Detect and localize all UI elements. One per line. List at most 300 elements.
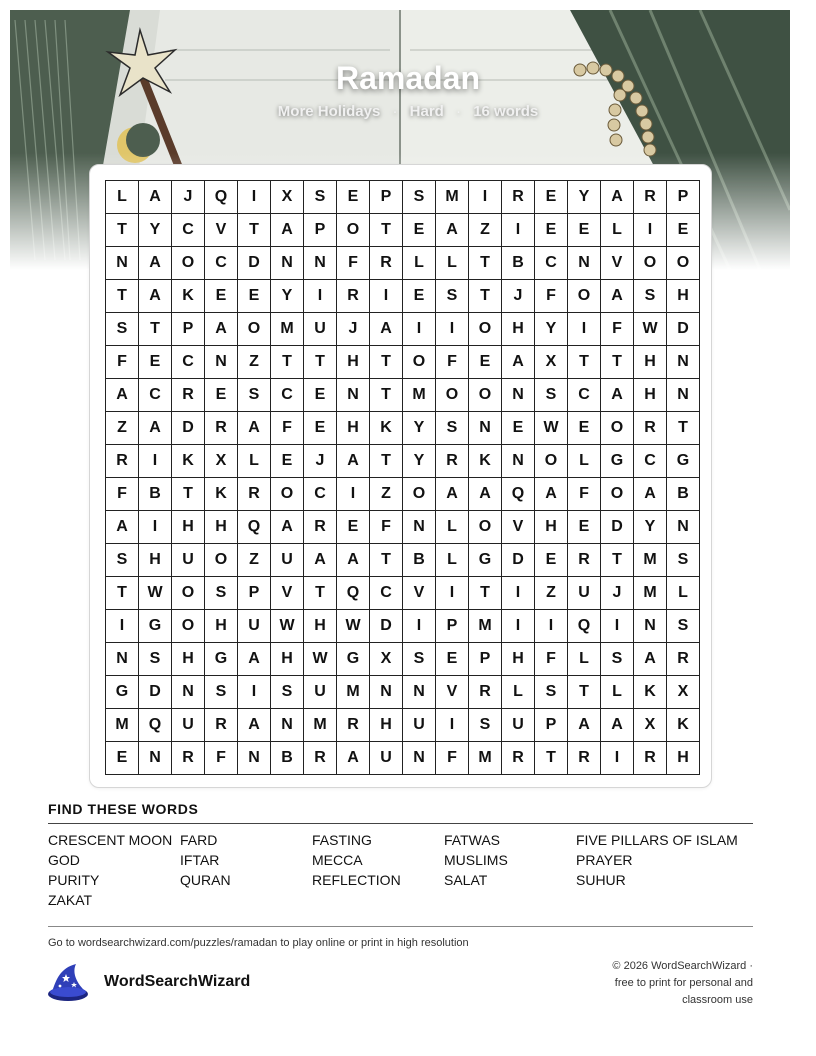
grid-cell: Q (205, 181, 238, 214)
grid-cell: F (106, 346, 139, 379)
grid-cell: H (172, 511, 205, 544)
word-list-item: PURITY (48, 872, 100, 888)
grid-cell: U (238, 610, 271, 643)
grid-cell: I (568, 313, 601, 346)
grid-cell: M (436, 181, 469, 214)
grid-cell: S (205, 676, 238, 709)
grid-cell: I (139, 511, 172, 544)
grid-cell: P (238, 577, 271, 610)
grid-cell: Z (469, 214, 502, 247)
grid-cell: S (238, 379, 271, 412)
grid-cell: N (139, 742, 172, 775)
grid-cell: H (535, 511, 568, 544)
difficulty-label: Hard (409, 103, 444, 120)
grid-cell: N (469, 412, 502, 445)
grid-cell: T (469, 577, 502, 610)
word-count-label: 16 words (473, 103, 539, 120)
grid-cell: N (271, 247, 304, 280)
grid-cell: K (205, 478, 238, 511)
grid-cell: A (337, 544, 370, 577)
grid-cell: M (634, 577, 667, 610)
grid-cell: U (304, 676, 337, 709)
grid-cell: P (304, 214, 337, 247)
grid-cell: A (238, 412, 271, 445)
grid-cell: R (172, 379, 205, 412)
grid-cell: P (172, 313, 205, 346)
grid-cell: R (634, 742, 667, 775)
grid-cell: Z (238, 544, 271, 577)
grid-cell: M (337, 676, 370, 709)
grid-cell: Y (535, 313, 568, 346)
grid-cell: T (601, 346, 634, 379)
grid-cell: A (502, 346, 535, 379)
grid-cell: T (370, 445, 403, 478)
grid-cell: T (106, 214, 139, 247)
grid-cell: H (337, 412, 370, 445)
grid-cell: A (601, 181, 634, 214)
grid-cell: O (172, 577, 205, 610)
grid-cell: X (667, 676, 700, 709)
word-list-item: CRESCENT MOON (48, 832, 173, 848)
grid-cell: M (403, 379, 436, 412)
grid-cell: R (568, 742, 601, 775)
grid-cell: H (667, 742, 700, 775)
grid-cell: P (370, 181, 403, 214)
grid-cell: E (238, 280, 271, 313)
grid-cell: U (304, 313, 337, 346)
grid-cell: S (634, 280, 667, 313)
grid-cell: A (535, 478, 568, 511)
grid-cell: N (172, 676, 205, 709)
grid-cell: M (106, 709, 139, 742)
grid-cell: R (106, 445, 139, 478)
grid-cell: S (139, 643, 172, 676)
grid-cell: R (304, 511, 337, 544)
grid-cell: S (403, 181, 436, 214)
grid-cell: I (139, 445, 172, 478)
grid-cell: T (304, 577, 337, 610)
grid-cell: C (634, 445, 667, 478)
grid-cell: A (436, 214, 469, 247)
grid-cell: U (172, 709, 205, 742)
grid-cell: N (370, 676, 403, 709)
grid-cell: O (403, 478, 436, 511)
grid-cell: I (634, 214, 667, 247)
grid-cell: J (601, 577, 634, 610)
grid-cell: Q (238, 511, 271, 544)
grid-cell: C (139, 379, 172, 412)
grid-cell: H (502, 643, 535, 676)
grid-cell: O (436, 379, 469, 412)
grid-cell: N (568, 247, 601, 280)
grid-cell: L (568, 445, 601, 478)
grid-cell: J (337, 313, 370, 346)
grid-cell: H (205, 610, 238, 643)
grid-cell: O (205, 544, 238, 577)
grid-cell: M (469, 742, 502, 775)
grid-cell: O (172, 247, 205, 280)
grid-cell: J (502, 280, 535, 313)
grid-cell: A (106, 379, 139, 412)
grid-cell: I (238, 676, 271, 709)
grid-cell: D (667, 313, 700, 346)
word-list-item: GOD (48, 852, 80, 868)
grid-cell: A (337, 742, 370, 775)
grid-cell: I (601, 610, 634, 643)
grid-cell: F (205, 742, 238, 775)
grid-cell: Y (568, 181, 601, 214)
grid-cell: B (271, 742, 304, 775)
grid-cell: G (205, 643, 238, 676)
grid-cell: L (403, 247, 436, 280)
grid-cell: E (139, 346, 172, 379)
grid-cell: V (601, 247, 634, 280)
grid-cell: R (238, 478, 271, 511)
grid-cell: S (106, 313, 139, 346)
online-play-link[interactable]: Go to wordsearchwizard.com/puzzles/ramadan to play online or print in high resolution (48, 937, 469, 949)
grid-cell: N (403, 742, 436, 775)
wizard-hat-icon (46, 962, 92, 1002)
grid-cell: T (568, 676, 601, 709)
grid-cell: N (403, 511, 436, 544)
word-list-item: FASTING (312, 832, 372, 848)
grid-cell: E (535, 544, 568, 577)
grid-cell: L (502, 676, 535, 709)
grid-cell: Q (568, 610, 601, 643)
puzzle-title: Ramadan (335, 60, 481, 96)
grid-cell: G (601, 445, 634, 478)
word-list-item: MUSLIMS (444, 852, 508, 868)
grid-cell: O (469, 379, 502, 412)
grid-cell: R (436, 445, 469, 478)
grid-cell: A (139, 412, 172, 445)
grid-cell: P (535, 709, 568, 742)
grid-cell: U (403, 709, 436, 742)
grid-cell: I (535, 610, 568, 643)
grid-cell: F (370, 511, 403, 544)
grid-cell: W (634, 313, 667, 346)
grid-cell: I (238, 181, 271, 214)
grid-cell: A (601, 379, 634, 412)
grid-cell: N (502, 445, 535, 478)
grid-cell: C (535, 247, 568, 280)
grid-cell: N (106, 643, 139, 676)
grid-cell: A (304, 544, 337, 577)
grid-cell: A (271, 214, 304, 247)
grid-cell: O (634, 247, 667, 280)
meta-separator: · (392, 103, 398, 120)
grid-cell: X (370, 643, 403, 676)
grid-cell: N (667, 346, 700, 379)
grid-cell: R (337, 280, 370, 313)
grid-cell: T (271, 346, 304, 379)
grid-cell: K (370, 412, 403, 445)
grid-cell: R (370, 247, 403, 280)
word-list-item: SALAT (444, 872, 488, 888)
grid-cell: W (304, 643, 337, 676)
grid-cell: H (172, 643, 205, 676)
grid-cell: L (106, 181, 139, 214)
grid-cell: O (568, 280, 601, 313)
grid-cell: F (601, 313, 634, 346)
word-list-item: ZAKAT (48, 892, 93, 908)
grid-cell: N (106, 247, 139, 280)
grid-cell: A (271, 511, 304, 544)
word-list-item: MECCA (312, 852, 363, 868)
grid-cell: R (205, 709, 238, 742)
grid-cell: G (139, 610, 172, 643)
grid-cell: I (601, 742, 634, 775)
grid-cell: N (304, 247, 337, 280)
word-list-item: SUHUR (576, 872, 626, 888)
letter-grid (105, 180, 700, 775)
grid-cell: V (205, 214, 238, 247)
grid-cell: A (601, 709, 634, 742)
grid-cell: C (172, 346, 205, 379)
grid-cell: O (601, 412, 634, 445)
grid-cell: F (337, 247, 370, 280)
meta-separator: · (456, 103, 462, 120)
grid-cell: T (601, 544, 634, 577)
grid-cell: T (106, 280, 139, 313)
grid-cell: F (568, 478, 601, 511)
grid-cell: P (469, 643, 502, 676)
grid-cell: N (634, 610, 667, 643)
grid-cell: A (106, 511, 139, 544)
grid-cell: O (337, 214, 370, 247)
copyright-line: classroom use (682, 994, 753, 1006)
grid-cell: I (304, 280, 337, 313)
grid-cell: Y (403, 412, 436, 445)
grid-cell: E (205, 379, 238, 412)
grid-cell: E (403, 214, 436, 247)
grid-cell: A (139, 181, 172, 214)
grid-cell: V (403, 577, 436, 610)
grid-cell: R (172, 742, 205, 775)
grid-cell: I (436, 313, 469, 346)
grid-cell: R (469, 676, 502, 709)
grid-cell: U (370, 742, 403, 775)
grid-cell: L (436, 511, 469, 544)
grid-cell: T (370, 544, 403, 577)
grid-cell: N (403, 676, 436, 709)
grid-cell: K (634, 676, 667, 709)
grid-cell: F (271, 412, 304, 445)
word-list-item: REFLECTION (312, 872, 401, 888)
grid-cell: L (436, 544, 469, 577)
grid-cell: X (634, 709, 667, 742)
grid-cell: I (403, 610, 436, 643)
grid-cell: V (436, 676, 469, 709)
grid-cell: H (634, 379, 667, 412)
grid-cell: S (403, 643, 436, 676)
grid-cell: E (337, 181, 370, 214)
grid-cell: T (535, 742, 568, 775)
grid-cell: O (271, 478, 304, 511)
grid-cell: H (634, 346, 667, 379)
grid-cell: B (667, 478, 700, 511)
grid-cell: I (436, 709, 469, 742)
grid-cell: E (403, 280, 436, 313)
brand-logo[interactable] (46, 962, 250, 1002)
grid-cell: Z (106, 412, 139, 445)
grid-cell: T (469, 247, 502, 280)
grid-cell: R (304, 742, 337, 775)
grid-cell: S (601, 643, 634, 676)
grid-cell: I (469, 181, 502, 214)
grid-cell: S (469, 709, 502, 742)
grid-cell: Z (535, 577, 568, 610)
grid-cell: N (271, 709, 304, 742)
grid-cell: T (568, 346, 601, 379)
word-list-item: FATWAS (444, 832, 500, 848)
grid-cell: G (667, 445, 700, 478)
grid-cell: Q (139, 709, 172, 742)
grid-cell: A (568, 709, 601, 742)
grid-cell: W (535, 412, 568, 445)
brand-name: WordSearchWizard (104, 973, 251, 990)
grid-cell: L (568, 643, 601, 676)
grid-cell: D (139, 676, 172, 709)
grid-cell: E (304, 412, 337, 445)
grid-cell: F (535, 280, 568, 313)
grid-cell: R (337, 709, 370, 742)
grid-cell: D (172, 412, 205, 445)
grid-cell: A (601, 280, 634, 313)
word-list-item: PRAYER (576, 852, 633, 868)
grid-cell: K (172, 280, 205, 313)
grid-cell: W (271, 610, 304, 643)
grid-cell: D (601, 511, 634, 544)
grid-cell: A (337, 445, 370, 478)
category-link[interactable]: More Holidays (277, 103, 381, 120)
grid-cell: W (139, 577, 172, 610)
copyright-line: free to print for personal and (614, 977, 753, 989)
grid-cell: I (403, 313, 436, 346)
grid-cell: E (535, 181, 568, 214)
grid-cell: T (370, 214, 403, 247)
grid-cell: T (139, 313, 172, 346)
grid-cell: P (667, 181, 700, 214)
grid-cell: F (436, 742, 469, 775)
grid-cell: H (139, 544, 172, 577)
grid-cell: H (304, 610, 337, 643)
grid-cell: A (238, 709, 271, 742)
grid-cell: S (667, 544, 700, 577)
word-list-title: FIND THESE WORDS (48, 801, 199, 817)
grid-cell: V (271, 577, 304, 610)
grid-cell: I (337, 478, 370, 511)
grid-cell: Z (370, 478, 403, 511)
grid-cell: D (370, 610, 403, 643)
grid-cell: O (172, 610, 205, 643)
grid-cell: R (502, 181, 535, 214)
grid-cell: J (172, 181, 205, 214)
grid-cell: K (667, 709, 700, 742)
grid-cell: F (535, 643, 568, 676)
grid-cell: F (106, 478, 139, 511)
word-list-item: FARD (180, 832, 218, 848)
grid-cell: B (403, 544, 436, 577)
grid-cell: R (502, 742, 535, 775)
grid-cell: C (172, 214, 205, 247)
grid-cell: D (238, 247, 271, 280)
grid-cell: E (436, 643, 469, 676)
grid-cell: O (469, 313, 502, 346)
grid-cell: S (106, 544, 139, 577)
grid-cell: H (667, 280, 700, 313)
grid-cell: C (568, 379, 601, 412)
grid-cell: C (304, 478, 337, 511)
grid-cell: W (337, 610, 370, 643)
grid-cell: N (337, 379, 370, 412)
grid-cell: A (370, 313, 403, 346)
grid-cell: O (667, 247, 700, 280)
grid-cell: T (469, 280, 502, 313)
word-list-item: FIVE PILLARS OF ISLAM (576, 832, 738, 848)
grid-cell: R (634, 412, 667, 445)
grid-cell: Y (271, 280, 304, 313)
grid-cell: M (634, 544, 667, 577)
word-list-item: QURAN (180, 872, 231, 888)
grid-cell: I (502, 214, 535, 247)
grid-cell: M (469, 610, 502, 643)
grid-cell: O (601, 478, 634, 511)
grid-cell: L (601, 214, 634, 247)
grid-cell: U (502, 709, 535, 742)
grid-cell: I (106, 610, 139, 643)
grid-cell: L (436, 247, 469, 280)
grid-cell: L (601, 676, 634, 709)
divider (48, 926, 753, 927)
grid-cell: E (502, 412, 535, 445)
word-list (48, 832, 758, 908)
grid-cell: O (403, 346, 436, 379)
grid-cell: U (568, 577, 601, 610)
grid-cell: H (205, 511, 238, 544)
grid-cell: T (370, 346, 403, 379)
grid-cell: S (205, 577, 238, 610)
grid-cell: U (271, 544, 304, 577)
grid-cell: I (502, 610, 535, 643)
copyright-notice (553, 958, 753, 1009)
grid-cell: E (568, 412, 601, 445)
grid-cell: S (304, 181, 337, 214)
grid-cell: H (337, 346, 370, 379)
grid-cell: M (304, 709, 337, 742)
grid-cell: A (436, 478, 469, 511)
grid-cell: G (337, 643, 370, 676)
grid-cell: S (535, 676, 568, 709)
grid-cell: H (370, 709, 403, 742)
grid-cell: T (106, 577, 139, 610)
grid-cell: S (667, 610, 700, 643)
grid-cell: T (304, 346, 337, 379)
grid-cell: A (469, 478, 502, 511)
grid-cell: K (469, 445, 502, 478)
grid-cell: M (271, 313, 304, 346)
grid-cell: J (304, 445, 337, 478)
grid-cell: N (502, 379, 535, 412)
grid-cell: G (469, 544, 502, 577)
grid-cell: C (205, 247, 238, 280)
grid-cell: Y (634, 511, 667, 544)
grid-cell: E (337, 511, 370, 544)
grid-cell: K (172, 445, 205, 478)
grid-cell: O (469, 511, 502, 544)
grid-cell: D (502, 544, 535, 577)
grid-cell: X (271, 181, 304, 214)
